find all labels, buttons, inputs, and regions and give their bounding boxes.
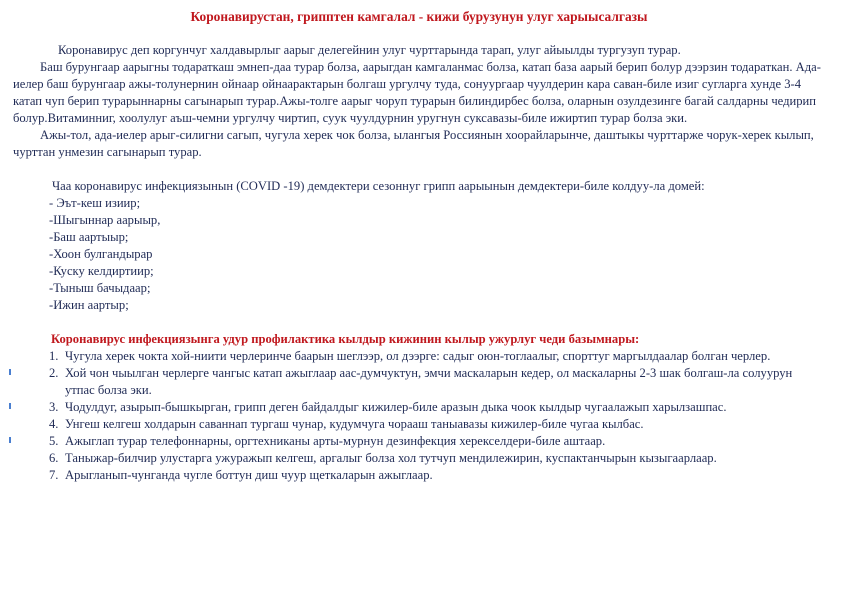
document-title: Коронавирустан, грипптен камгалал - кижи бурузунун улуг харыысалгазы <box>190 9 648 24</box>
symptom-item: -Хоон булгандырар <box>49 247 153 261</box>
symptom-item: -Баш аартыыр; <box>49 230 129 244</box>
paragraph-prevention: Баш бурунгаар аарыгны тодараткаш эмнеп-даа турар болза, аарыгдан камгаланмас болза, катап база аарый берип болур дээрзин тодараткан. Ада-иелер баш бурунгаар ажы-толунернин ойнаар ойнаарактарын болгаш ургулчу туда, сонуургаар чуулдерин кара саван-биле изиг сугларга хунде 3-4 катап чуп берип турарыннарны сагынарып турар.Ажы-толге аарыг чоруп турарын билиндирбес болза, оларнын озулдезинге багай салдарны чедирип болур.Витаминниг, хоолулуг аъш-чемни ургулчу чиртип, суук чуулдурнин уругнун суксавазы-биле ижиртип турар болза эки. <box>13 60 821 125</box>
rule-text: Чугула херек чокта хой-ниити черлеринче баарын шеглээр, ол дээрге: садыг оюн-тоглаалыг, спорттуг маргылдаалар болган черлер. <box>65 349 771 363</box>
rule-item <box>49 416 825 433</box>
symptom-item: -Шыгыннар аарыыр, <box>49 213 161 227</box>
symptom-item: -Тыныш бачыдаар; <box>49 281 151 295</box>
rule-item <box>49 365 825 399</box>
rule-text: Ажыглап турар телефоннарны, оргтехниканы арты-мурнун дезинфекция херекселдери-биле аштаар. <box>65 434 606 448</box>
rule-number: 6. <box>49 451 59 465</box>
symptom-item: -Куску келдиртиир; <box>49 264 154 278</box>
rule-text: Арыгланып-чунганда чугле боттун диш чуур щеткаларын ажыглаар. <box>65 468 433 482</box>
margin-marker <box>9 369 11 375</box>
rule-number: 3. <box>49 400 59 414</box>
margin-marker <box>9 437 11 443</box>
rule-number: 7. <box>49 468 59 482</box>
symptoms-list <box>13 195 825 314</box>
rule-text: Хой чон чыылган черлерге чангыс катап ажыглаар аас-думчуктун, эмчи маскаларын кедер, ол маскаларны 2-3 шак болгаш-ла солуурун утпас болза эки. <box>65 366 793 397</box>
symptom-item: - Эът-кеш изиир; <box>49 196 141 210</box>
rule-text: Унгеш келгеш холдарын саваннап тургаш чунар, кудумчуга чорааш таныавазы кижилер-биле чугаа кылбас. <box>65 417 644 431</box>
rule-item <box>49 399 825 416</box>
rule-item <box>49 450 825 467</box>
rule-number: 1. <box>49 349 59 363</box>
rule-item <box>49 467 825 484</box>
margin-marker <box>9 403 11 409</box>
rule-item <box>49 348 825 365</box>
paragraph-travel: Ажы-тол, ада-иелер арыг-силигни сагып, чугула херек чок болза, ылангыя Россиянын хоорайларынче, даштыкы чурттарже чорук-херек кылып, чурттан унмезин сагынарып турар. <box>13 128 814 159</box>
symptoms-intro: Чаа коронавирус инфекциязынын (COVID -19) демдектери сезоннуг грипп аарыынын демдектери-биле колдуу-ла домей: <box>52 179 705 193</box>
rule-text: Чодулдуг, азырып-бышкырган, грипп деген байдалдыг кижилер-биле аразын дыка чоок кылдыр чугаалажып харылзашпас. <box>65 400 727 414</box>
rules-list <box>13 348 825 484</box>
rule-number: 4. <box>49 417 59 431</box>
paragraph-intro: Коронавирус деп коргунчуг халдавырлыг аарыг делегейнин улуг чурттарында тарап, улуг айыылды тургузуп турар. <box>58 43 681 57</box>
rule-item <box>49 433 825 450</box>
document-page <box>13 8 825 484</box>
rules-heading: Коронавирус инфекциязынга удур профилактика кылдыр кижинин кылыр ужурлуг чеди базымнары: <box>51 332 640 346</box>
rule-number: 5. <box>49 434 59 448</box>
rule-number: 2. <box>49 366 59 380</box>
rule-text: Таныжар-билчир улустарга ужуражып келгеш, аргалыг болза хол тутчуп мендилежирин, куспактанчырын кызыгаарлаар. <box>65 451 717 465</box>
symptom-item: -Ижин аартыр; <box>49 298 129 312</box>
